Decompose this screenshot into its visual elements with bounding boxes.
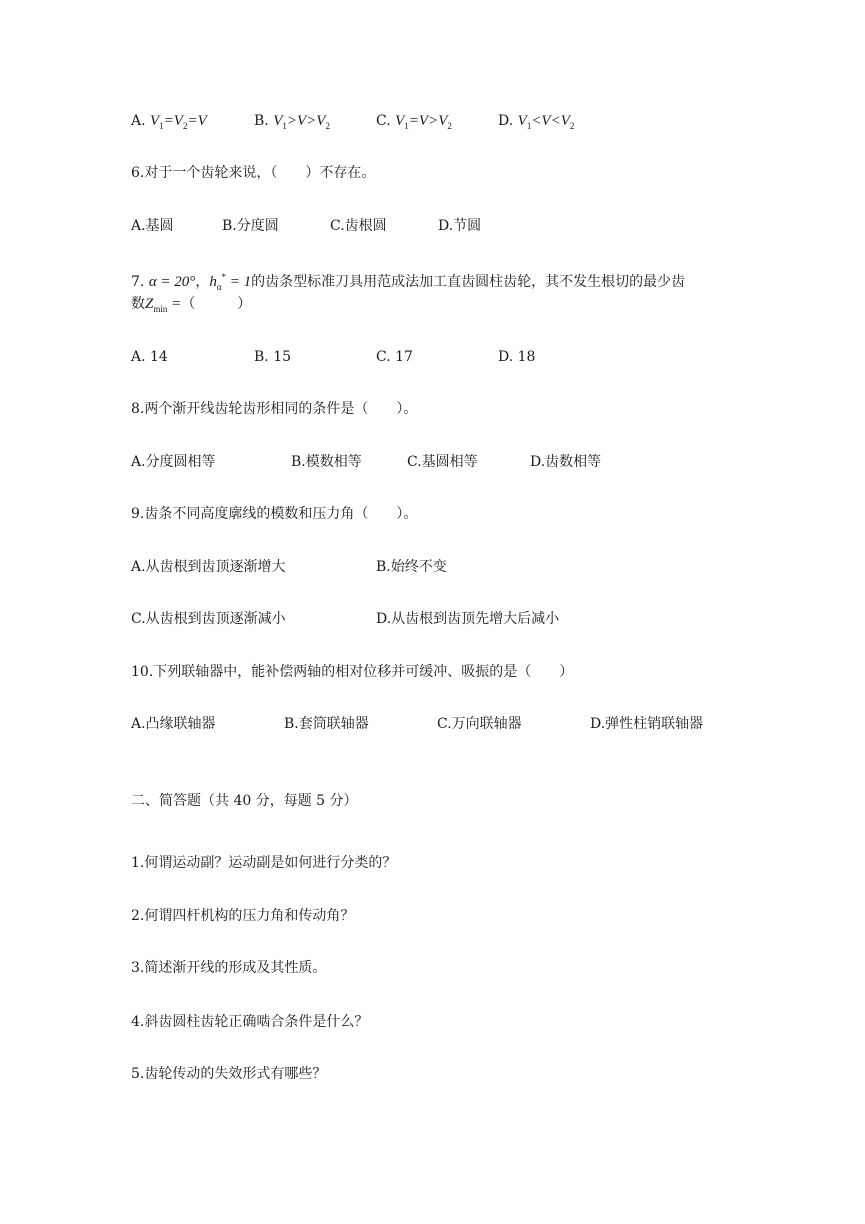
section-2-heading: 二、简答题（共 40 分，每题 5 分） (131, 793, 358, 809)
q6-option-c: C.齿根圆 (330, 218, 387, 234)
q7-option-d: D. 18 (498, 349, 536, 365)
q5-option-a: A. $V_1=V_2=V$ (131, 113, 207, 131)
q9-option-c: C.从齿根到齿顶逐渐减小 (131, 611, 286, 627)
q8-option-a: A.分度圆相等 (131, 454, 216, 470)
q8-option-d: D.齿数相等 (530, 454, 602, 470)
q7-option-a: A. 14 (131, 349, 168, 365)
q5-option-b: B. $V_1>V>V_2$ (254, 113, 330, 131)
q9-option-a: A.从齿根到齿顶逐渐增大 (131, 559, 286, 575)
q9-option-d: D.从齿根到齿顶先增大后减小 (376, 611, 560, 627)
q8-option-c: C.基圆相等 (407, 454, 478, 470)
short-question-2: 2.何谓四杆机构的压力角和传动角？ (131, 908, 355, 924)
question-8: 8.两个渐开线齿轮齿形相同的条件是（ ）。 (131, 401, 418, 417)
question-6: 6.对于一个齿轮来说，（ ）不存在。 (131, 165, 376, 181)
q10-option-a: A.凸缘联轴器 (131, 716, 216, 732)
question-7-line-2: 数$Z_{min}$ =（ ） (131, 296, 252, 314)
q8-option-b: B.模数相等 (291, 454, 362, 470)
q5-option-d: D. $V_1<V<V_2$ (498, 113, 575, 131)
short-question-3: 3.简述渐开线的形成及其性质。 (131, 960, 327, 976)
q6-option-d: D.节圆 (438, 218, 482, 234)
q7-option-c: C. 17 (376, 349, 413, 365)
q10-option-c: C.万向联轴器 (437, 716, 522, 732)
q9-option-b: B.始终不变 (376, 559, 447, 575)
q5-option-c: C. $V_1=V>V_2$ (376, 113, 452, 131)
q7-option-b: B. 15 (254, 349, 292, 365)
q6-option-b: B.分度圆 (222, 218, 279, 234)
question-10: 10.下列联轴器中，能补偿两轴的相对位移并可缓冲、吸振的是（ ） (131, 664, 574, 680)
question-7-line-1: 7. α = 20°，$h_\alpha^* = 1$的齿条型标准刀具用范成法加工直齿圆柱齿轮，其不发生根切的最少齿 (131, 272, 686, 292)
short-question-4: 4.斜齿圆柱齿轮正确啮合条件是什么？ (131, 1014, 369, 1030)
q10-option-b: B.套筒联轴器 (284, 716, 369, 732)
short-question-5: 5.齿轮传动的失效形式有哪些？ (131, 1066, 327, 1082)
question-9: 9.齿条不同高度廓线的模数和压力角（ ）。 (131, 506, 418, 522)
short-question-1: 1.何谓运动副？运动副是如何进行分类的？ (131, 855, 397, 871)
q10-option-d: D.弹性柱销联轴器 (590, 716, 704, 732)
q6-option-a: A.基圆 (131, 218, 174, 234)
